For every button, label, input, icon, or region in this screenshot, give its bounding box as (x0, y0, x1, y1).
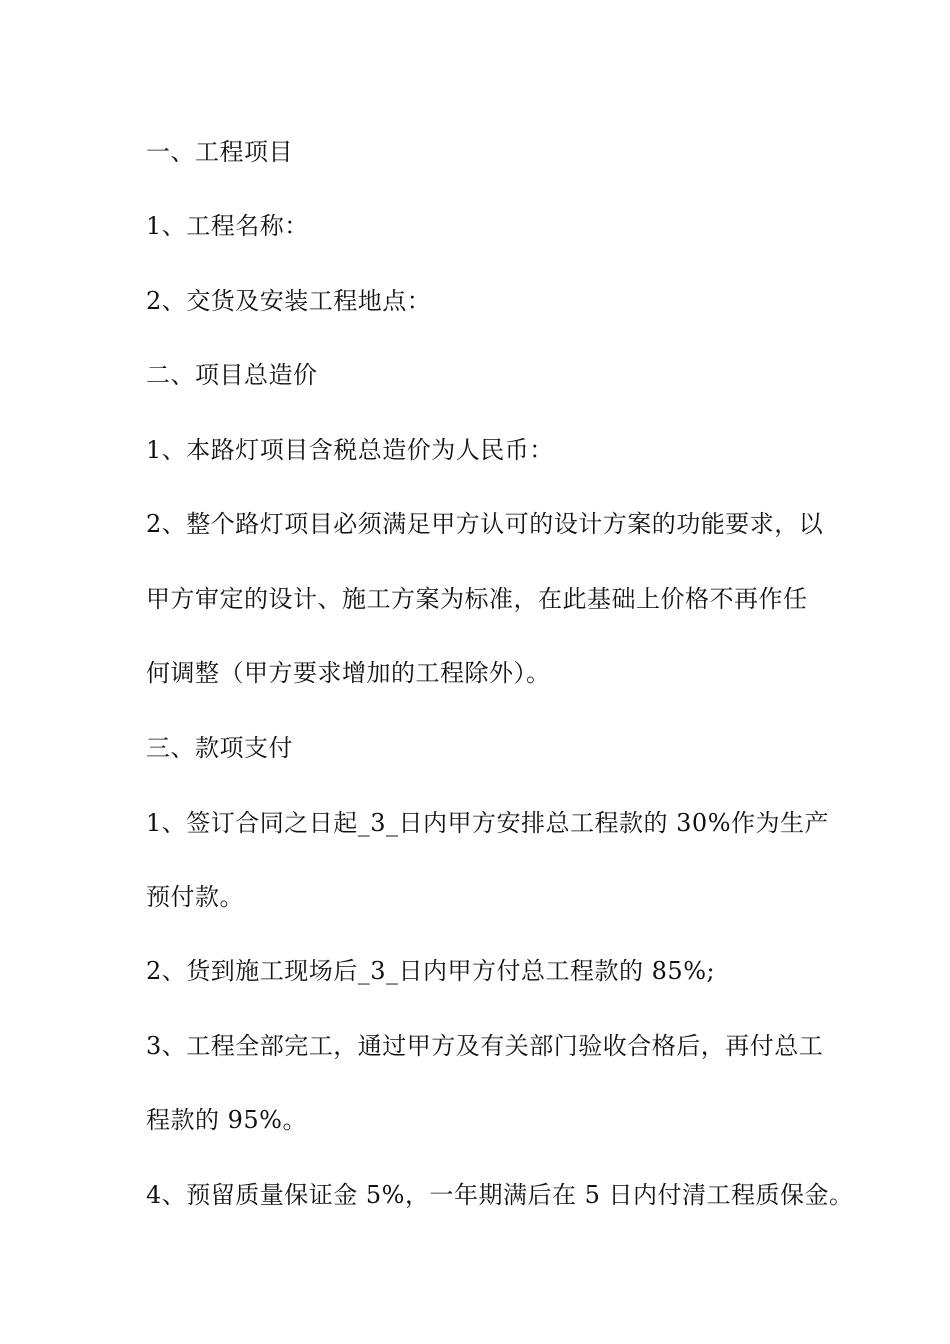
payment-term-4: 4、预留质量保证金 5%，一年期满后在 5 日内付清工程质保金。 (146, 1181, 854, 1209)
project-name-line: 1、工程名称： (146, 212, 309, 240)
section-heading-total-cost: 二、项目总造价 (146, 361, 318, 389)
payment-term-1-line-1: 1、签订合同之日起_3_日内甲方安排总工程款的 30%作为生产 (146, 809, 830, 837)
total-cost-line: 1、本路灯项目含税总造价为人民币： (146, 436, 554, 464)
project-location-line: 2、交货及安装工程地点： (146, 287, 432, 315)
payment-term-3-line-1: 3、工程全部完工，通过甲方及有关部门验收合格后，再付总工 (146, 1032, 824, 1060)
section-heading-payment: 三、款项支付 (146, 734, 293, 762)
payment-term-1-line-2: 预付款。 (146, 883, 244, 911)
requirements-line-2: 甲方审定的设计、施工方案为标准，在此基础上价格不再作任 (146, 585, 808, 613)
section-heading-project: 一、工程项目 (146, 138, 293, 166)
payment-term-2: 2、货到施工现场后_3_日内甲方付总工程款的 85%; (146, 957, 716, 985)
requirements-line-3: 何调整（甲方要求增加的工程除外）。 (146, 659, 551, 687)
requirements-line-1: 2、整个路灯项目必须满足甲方认可的设计方案的功能要求，以 (146, 510, 824, 538)
payment-term-3-line-2: 程款的 95%。 (146, 1106, 307, 1134)
